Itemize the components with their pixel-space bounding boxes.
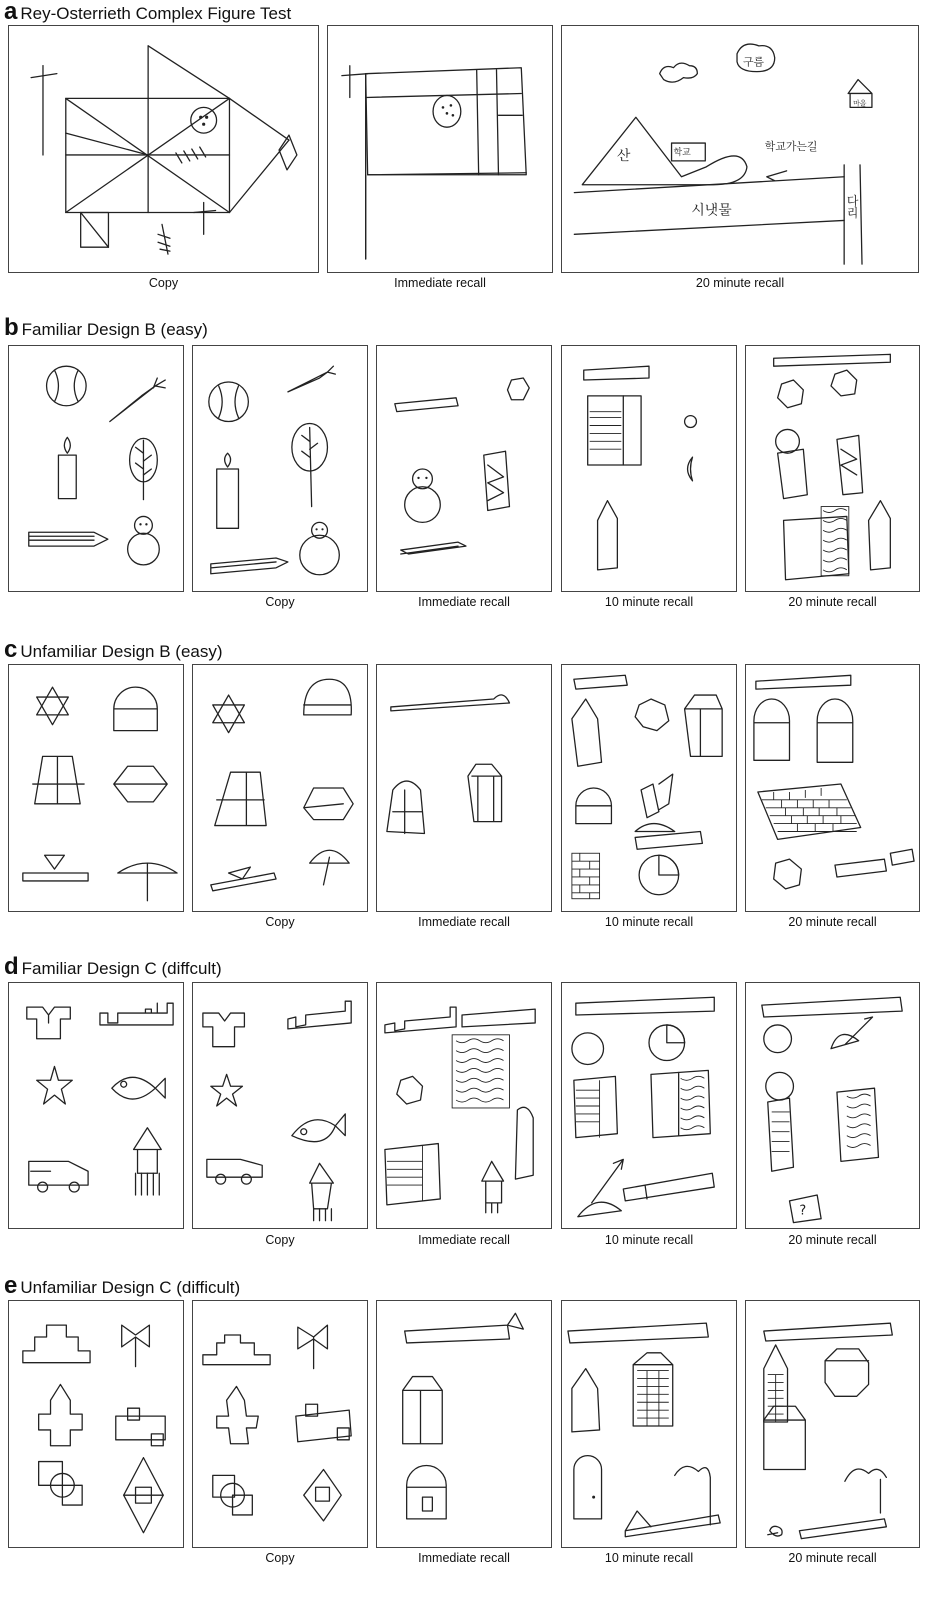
unfamiliar-b-stimulus bbox=[8, 664, 184, 912]
caption-10min: 10 minute recall bbox=[604, 1551, 694, 1565]
familiar-b-stimulus bbox=[8, 345, 184, 592]
caption-20min: 20 minute recall bbox=[788, 915, 877, 929]
section-b-title bbox=[4, 314, 208, 341]
unfamiliar-b-20min bbox=[745, 664, 920, 912]
label-cloud: 구름 bbox=[742, 55, 765, 69]
section-title-text: Rey-Osterrieth Complex Figure Test bbox=[20, 4, 292, 23]
caption-copy: Copy bbox=[265, 1551, 295, 1565]
label-house: 마을 bbox=[853, 99, 867, 108]
section-title-text: Unfamiliar Design C (difficult) bbox=[20, 1278, 241, 1297]
familiar-b-immediate bbox=[376, 345, 552, 592]
familiar-b-10min bbox=[561, 345, 737, 592]
caption-copy: Copy bbox=[265, 1233, 295, 1247]
question-mark: ? bbox=[799, 1203, 807, 1219]
caption-20min: 20 minute recall bbox=[788, 1551, 877, 1565]
unfamiliar-d-10min bbox=[561, 1300, 737, 1548]
section-c-title bbox=[4, 636, 223, 663]
caption-copy: Copy bbox=[148, 276, 179, 290]
unfamiliar-d-immediate bbox=[376, 1300, 552, 1548]
unfamiliar-b-copy bbox=[192, 664, 368, 912]
familiar-b-20min bbox=[745, 345, 920, 592]
unfamiliar-d-stimulus bbox=[8, 1300, 184, 1548]
section-d-title bbox=[4, 953, 222, 980]
caption-copy: Copy bbox=[265, 915, 295, 929]
section-a-title bbox=[4, 2, 291, 24]
unfamiliar-d-copy bbox=[192, 1300, 368, 1548]
section-letter: c bbox=[4, 636, 18, 663]
section-e-title bbox=[4, 1272, 241, 1299]
unfamiliar-d-20min bbox=[745, 1300, 920, 1548]
section-letter: e bbox=[4, 1272, 18, 1299]
familiar-d-20min bbox=[745, 982, 920, 1229]
label-stream: 시냇물 bbox=[691, 202, 732, 219]
section-letter: a bbox=[4, 0, 18, 25]
caption-immediate: Immediate recall bbox=[418, 1233, 510, 1247]
label-mountain: 산 bbox=[617, 147, 631, 164]
rey-copy-drawing bbox=[8, 25, 319, 273]
familiar-d-stimulus bbox=[8, 982, 184, 1229]
unfamiliar-b-10min bbox=[561, 664, 737, 912]
rey-20min-recall-drawing bbox=[561, 25, 919, 273]
familiar-d-copy bbox=[192, 982, 368, 1229]
label-field: 학교 bbox=[673, 147, 691, 158]
familiar-d-10min bbox=[561, 982, 737, 1229]
rey-immediate-recall-drawing bbox=[327, 25, 553, 273]
caption-copy: Copy bbox=[265, 595, 295, 609]
caption-10min: 10 minute recall bbox=[604, 915, 694, 929]
section-title-text: Unfamiliar Design B (easy) bbox=[20, 642, 223, 661]
caption-20min: 20 minute recall bbox=[695, 276, 785, 290]
section-title-text: Familiar Design C (diffcult) bbox=[21, 959, 222, 978]
familiar-d-immediate bbox=[376, 982, 552, 1229]
label-path: 학교가는길 bbox=[764, 139, 818, 153]
caption-immediate: Immediate recall bbox=[418, 1551, 510, 1565]
section-letter: b bbox=[4, 314, 19, 341]
caption-10min: 10 minute recall bbox=[604, 1233, 694, 1247]
section-title-text: Familiar Design B (easy) bbox=[21, 320, 208, 339]
caption-20min: 20 minute recall bbox=[788, 1233, 877, 1247]
caption-immediate: Immediate recall bbox=[418, 915, 510, 929]
familiar-b-copy bbox=[192, 345, 368, 592]
caption-immediate: Immediate recall bbox=[418, 595, 510, 609]
label-bridge: 다리 bbox=[845, 194, 860, 219]
caption-immediate: Immediate recall bbox=[394, 276, 486, 290]
caption-10min: 10 minute recall bbox=[604, 595, 694, 609]
unfamiliar-b-immediate bbox=[376, 664, 552, 912]
caption-20min: 20 minute recall bbox=[788, 595, 877, 609]
section-letter: d bbox=[4, 953, 19, 980]
